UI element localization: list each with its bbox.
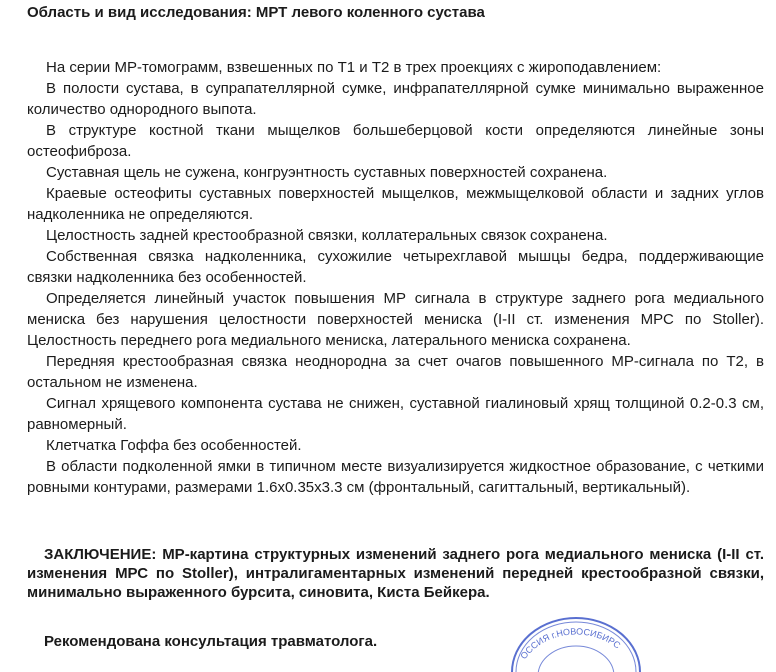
- report-paragraph: Передняя крестообразная связка неоднородна за счет очагов повышенного МР-сигнала по Т2, в остальном не изменена.: [27, 353, 764, 391]
- conclusion: ЗАКЛЮЧЕНИЕ: МР-картина структурных изменений заднего рога медиального мениска (I-II ст. изменения МРС по Stoller), интралигаментарных изменений передней крестообразной связки, минимально выраженного бурсита, синовита, Киста Бейкера.: [27, 546, 764, 601]
- report-paragraph: Клетчатка Гоффа без особенностей.: [46, 437, 302, 454]
- report-paragraph: Собственная связка надколенника, сухожилие четырехглавой мышцы бедра, поддерживающие связки надколенника без особенностей.: [27, 248, 764, 286]
- report-paragraph: Определяется линейный участок повышения МР сигнала в структуре заднего рога медиального мениска без нарушения целостности поверхностей мениска (I-II ст. изменения МРС по Stoller). Целостность переднего рога медиального мениска, латерального мениска сохранена.: [27, 290, 764, 349]
- report-body: [27, 57, 764, 498]
- report-paragraph: В структуре костной ткани мыщелков большеберцовой кости определяются линейные зоны остеофиброза.: [27, 122, 764, 160]
- report-paragraph: Суставная щель не сужена, конгруэнтность суставных поверхностей сохранена.: [46, 164, 608, 181]
- report-paragraph: Целостность задней крестообразной связки, коллатеральных связок сохранена.: [46, 227, 608, 244]
- stamp-text: ОССИЯ г.НОВОСИБИРС: [518, 626, 623, 661]
- report-header: Область и вид исследования: МРТ левого коленного сустава: [27, 4, 485, 21]
- report-paragraph: В полости сустава, в супрапателлярной сумке, инфрапателлярной сумке минимально выраженное количество однородного выпота.: [27, 80, 764, 118]
- report-paragraph: В области подколенной ямки в типичном месте визуализируется жидкостное образование, с четкими ровными контурами, размерами 1.6х0.35х3.3 см (фронтальный, сагиттальный, вертикальный).: [27, 458, 764, 496]
- report-paragraph: На серии МР-томограмм, взвешенных по Т1 и Т2 в трех проекциях с жироподавлением:: [46, 59, 662, 76]
- recommendation: Рекомендована консультация травматолога.: [44, 633, 378, 650]
- report-paragraph: Сигнал хрящевого компонента сустава не снижен, суставной гиалиновый хрящ толщиной 0.2-0.3 см, равномерный.: [27, 395, 764, 433]
- stamp-seal: [508, 612, 644, 672]
- report-paragraph: Краевые остеофиты суставных поверхностей мыщелков, межмыщелковой области и задних углов надколенника не определяются.: [27, 185, 764, 223]
